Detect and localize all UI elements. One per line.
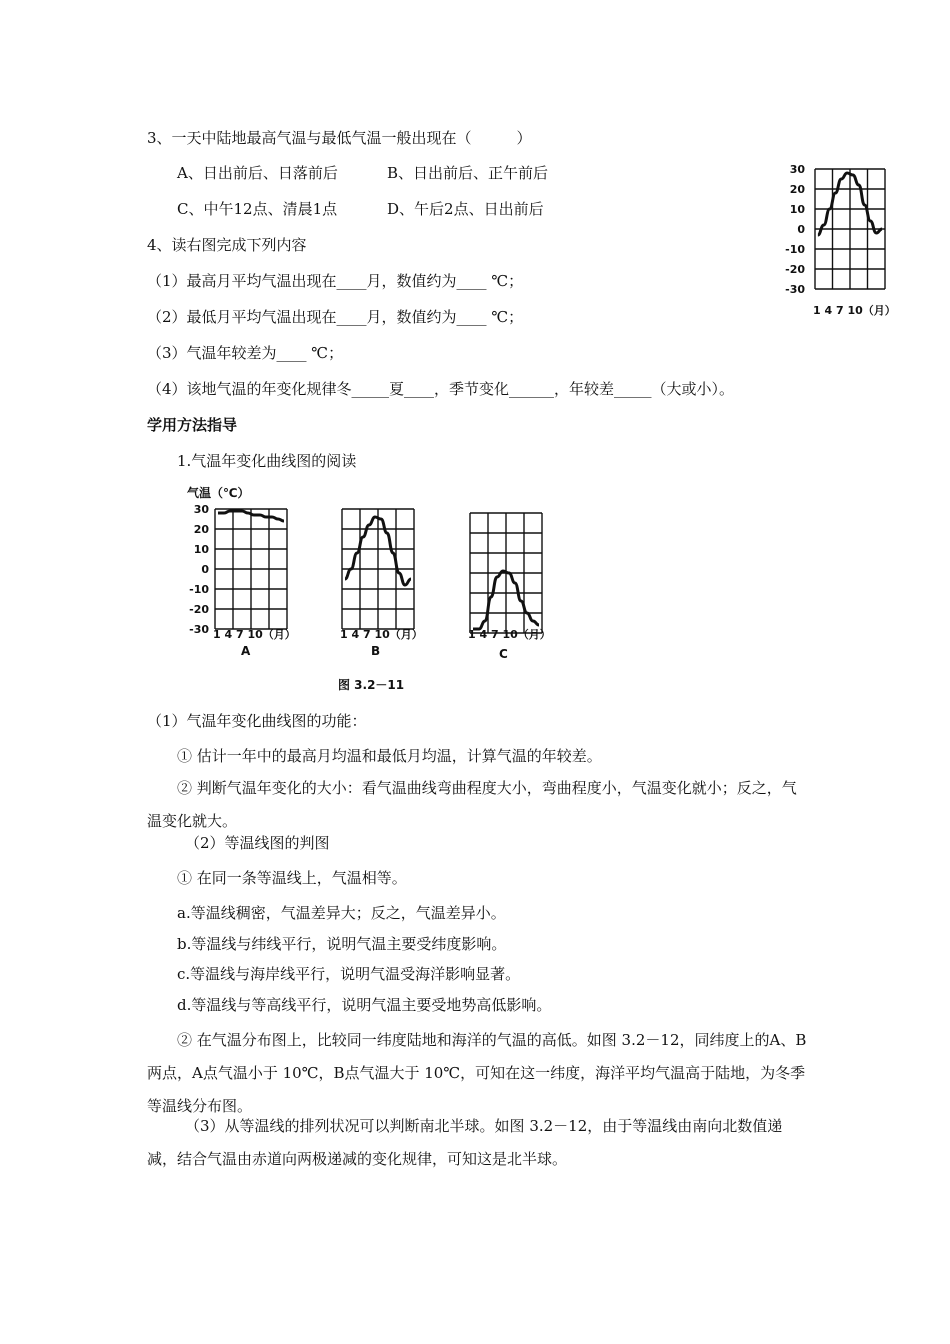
p2-item-a: a.等温线稠密，气温差异大；反之，气温差异小。 bbox=[177, 904, 506, 922]
figure-caption: 图 3.2－11 bbox=[338, 678, 405, 692]
q3-stem: 3、一天中陆地最高气温与最低气温一般出现在（ ） bbox=[147, 129, 532, 147]
chart-c-label: C bbox=[499, 647, 508, 661]
p2-heading: （2）等温线图的判图 bbox=[185, 834, 330, 852]
figure-ylabel: 气温（℃） bbox=[187, 486, 250, 500]
q3-option-a: A、日出前后、日落前后 bbox=[177, 164, 338, 182]
p3-paragraph: （3）从等温线的排列状况可以判断南北半球。如图 3.2－12，由于等温线由南向北数值递减，结合气温由赤道向两极递减的变化规律，可知这是北半球。 bbox=[147, 1117, 783, 1168]
y-tick-label: 20 bbox=[193, 523, 209, 536]
p1-item-2: ② 判断气温年变化的大小：看气温曲线弯曲程度大小，弯曲程度小，气温变化就小；反之，气温变化就大。 bbox=[147, 779, 797, 830]
y-tick-label: -20 bbox=[785, 263, 805, 276]
right-chart-x-ticks: 1 4 7 10（月） bbox=[813, 304, 896, 317]
section-title: 学用方法指导 bbox=[147, 416, 238, 434]
q3-option-d: D、午后2点、日出前后 bbox=[387, 200, 544, 218]
y-tick-label: 10 bbox=[193, 543, 209, 556]
q3-option-b: B、日出前后、正午前后 bbox=[387, 164, 549, 182]
q4-item-2: （2）最低月平均气温出现在____月，数值约为____ ℃； bbox=[147, 308, 524, 326]
q4-stem: 4、读右图完成下列内容 bbox=[147, 236, 307, 254]
y-tick-label: -20 bbox=[189, 603, 209, 616]
y-tick-label: 20 bbox=[789, 183, 805, 196]
p1-item-1: ① 估计一年中的最高月均温和最低月均温，计算气温的年较差。 bbox=[177, 747, 602, 765]
p2-item-d: d.等温线与等高线平行，说明气温主要受地势高低影响。 bbox=[177, 996, 552, 1014]
chart-b-label: B bbox=[371, 644, 381, 658]
q4-item-1: （1）最高月平均气温出现在____月，数值约为____ ℃； bbox=[147, 272, 524, 290]
y-tick-label: 0 bbox=[797, 223, 805, 236]
chart-c-x-ticks: 1 4 7 10（月） bbox=[468, 628, 551, 641]
p2-item-2: ② 在气温分布图上，比较同一纬度陆地和海洋的气温的高低。如图 3.2－12，同纬度上的A、B两点，A点气温小于 10℃，B点气温大于 10℃，可知在这一纬度，海洋平均气温高于陆地，为冬季等温线分布图。 bbox=[147, 1031, 807, 1115]
chart-a-x-ticks: 1 4 7 10（月） bbox=[213, 628, 296, 641]
p1-heading: （1）气温年变化曲线图的功能： bbox=[147, 712, 367, 730]
p2-item-1: ① 在同一条等温线上，气温相等。 bbox=[177, 869, 407, 887]
q4-item-3: （3）气温年较差为____ ℃； bbox=[147, 344, 344, 362]
y-tick-label: 30 bbox=[789, 163, 805, 176]
chart-b-x-ticks: 1 4 7 10（月） bbox=[340, 628, 423, 641]
chart-a-label: A bbox=[241, 644, 251, 658]
y-tick-label: -30 bbox=[189, 623, 209, 636]
y-tick-label: 0 bbox=[201, 563, 209, 576]
figure-3-2-11 bbox=[175, 483, 575, 693]
y-tick-label: -10 bbox=[785, 243, 805, 256]
y-tick-label: 30 bbox=[193, 503, 209, 516]
q4-item-4: （4）该地气温的年变化规律冬_____夏____，季节变化______，年较差_____（大或小）。 bbox=[147, 380, 735, 398]
p2-item-c: c.等温线与海岸线平行，说明气温受海洋影响显著。 bbox=[177, 965, 521, 983]
right-temperature-chart bbox=[775, 155, 915, 325]
p2-item-b: b.等温线与纬线平行，说明气温主要受纬度影响。 bbox=[177, 935, 507, 953]
y-tick-label: -30 bbox=[785, 283, 805, 296]
subsection-1-title: 1.气温年变化曲线图的阅读 bbox=[177, 452, 357, 470]
y-tick-label: -10 bbox=[189, 583, 209, 596]
y-tick-label: 10 bbox=[789, 203, 805, 216]
q3-option-c: C、中午12点、清晨1点 bbox=[177, 200, 338, 218]
